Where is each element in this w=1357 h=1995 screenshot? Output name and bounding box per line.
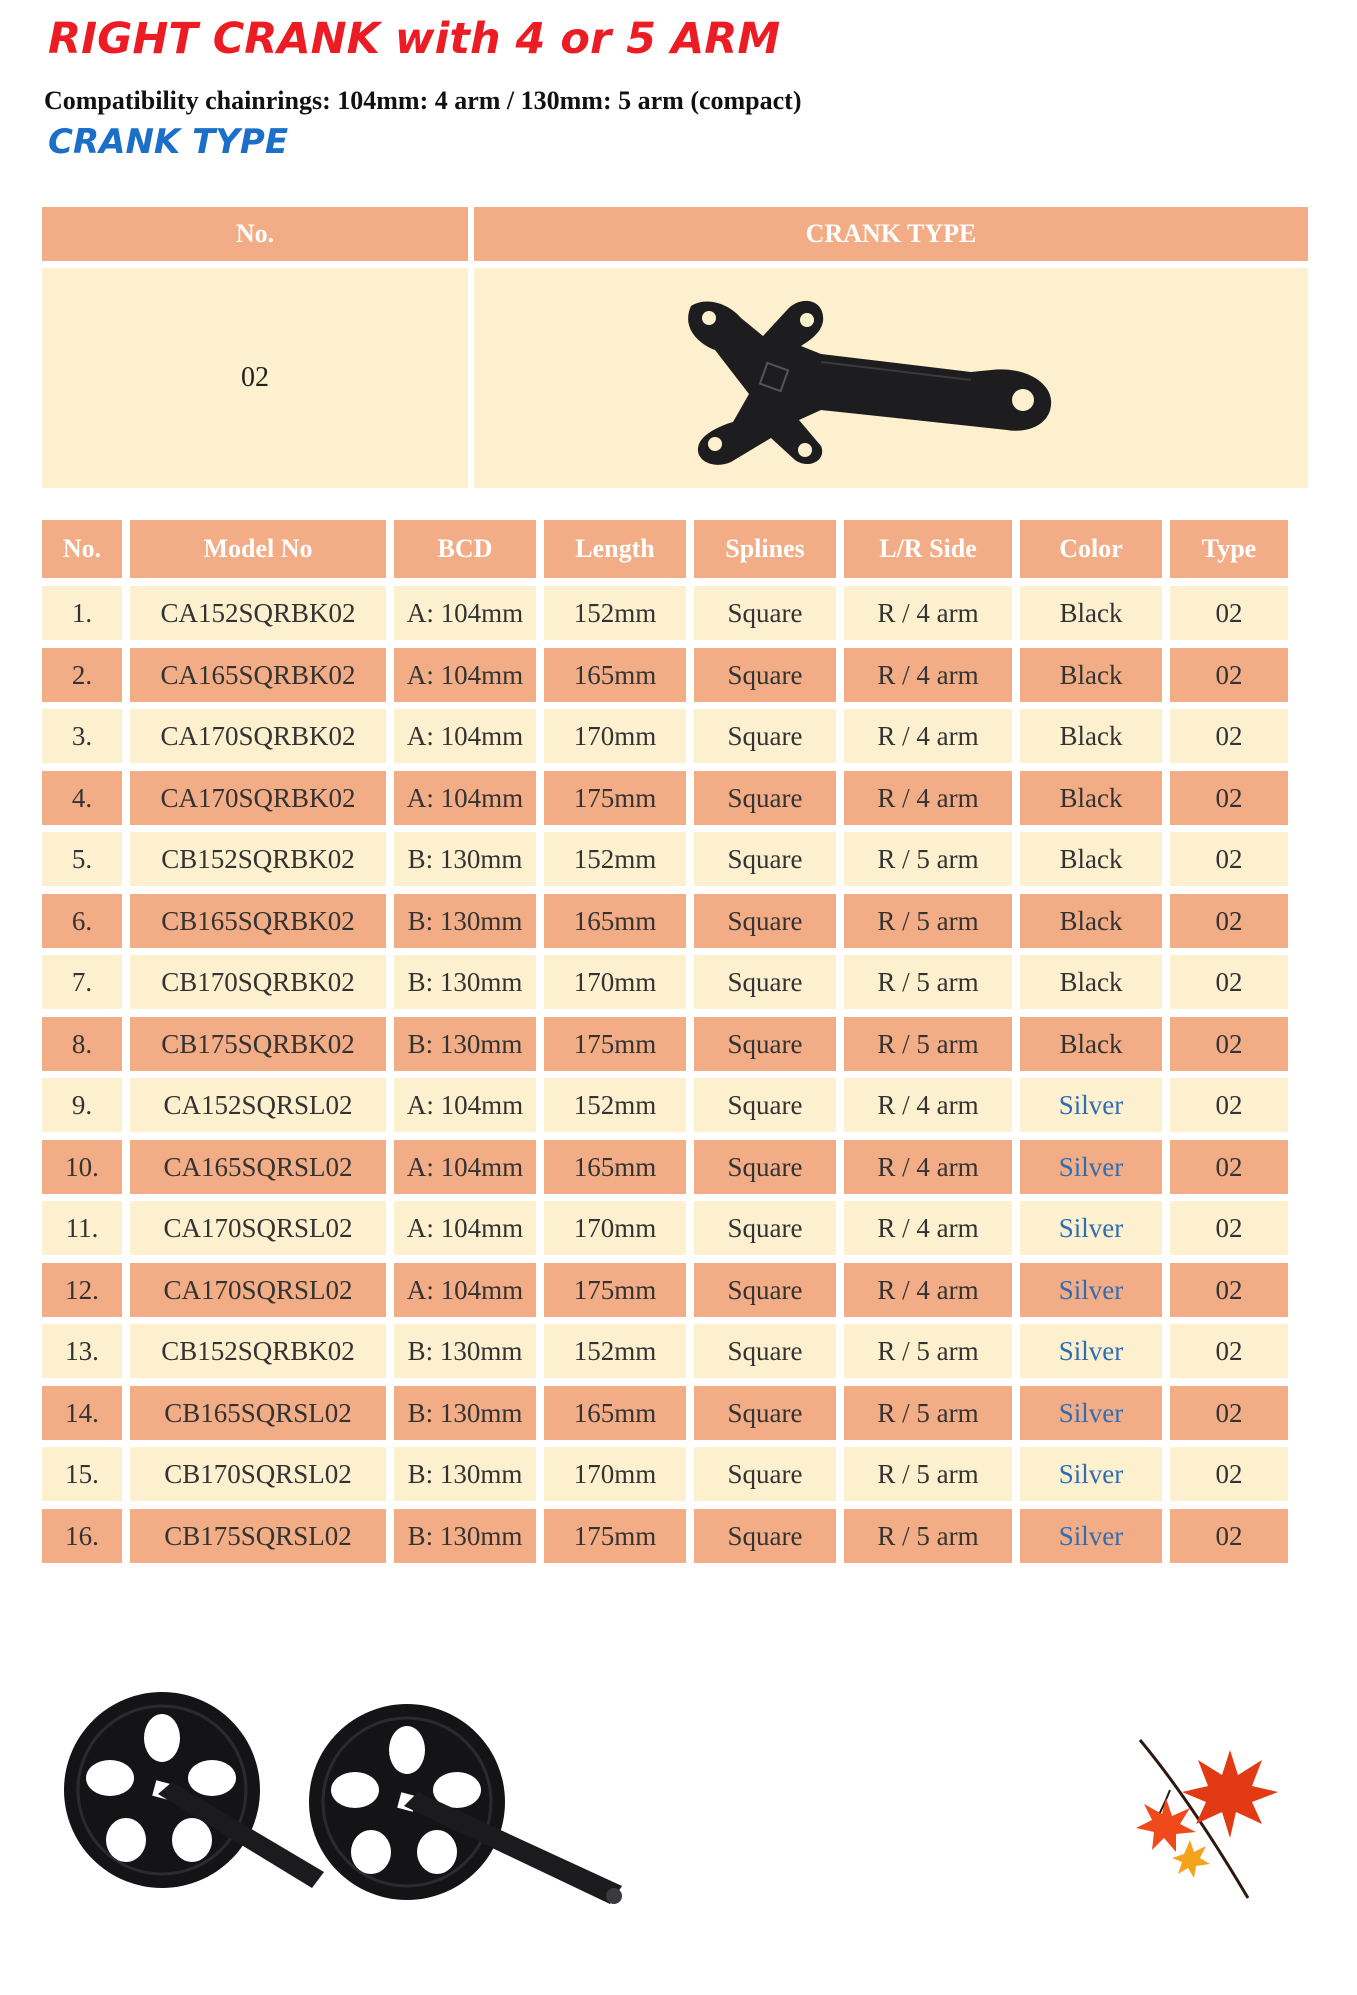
table-row xyxy=(42,1263,1302,1317)
header-lr-side: L/R Side xyxy=(844,520,1012,578)
cell-no: 16. xyxy=(42,1509,122,1563)
cell-model-no: CA170SQRSL02 xyxy=(130,1201,386,1255)
cell-bcd: A: 104mm xyxy=(394,648,536,702)
cell-type: 02 xyxy=(1170,1017,1288,1071)
cell-no: 13. xyxy=(42,1324,122,1378)
cell-type: 02 xyxy=(1170,709,1288,763)
cell-splines: Square xyxy=(694,832,836,886)
cell-lr-side: R / 5 arm xyxy=(844,1386,1012,1440)
spec-table-header-row xyxy=(42,520,1302,574)
cell-length: 175mm xyxy=(544,1509,686,1563)
cell-lr-side: R / 5 arm xyxy=(844,1017,1012,1071)
compatibility-subtitle: Compatibility chainrings: 104mm: 4 arm / 130mm: 5 arm (compact) xyxy=(44,86,802,115)
cell-length: 170mm xyxy=(544,955,686,1009)
cell-length: 170mm xyxy=(544,709,686,763)
cell-splines: Square xyxy=(694,648,836,702)
cell-length: 175mm xyxy=(544,771,686,825)
table-row xyxy=(42,1324,1302,1378)
type-table-header-no: No. xyxy=(42,207,468,261)
cell-no: 12. xyxy=(42,1263,122,1317)
cell-color: Black xyxy=(1020,832,1162,886)
cell-no: 7. xyxy=(42,955,122,1009)
cell-splines: Square xyxy=(694,1140,836,1194)
table-row xyxy=(42,1201,1302,1255)
cell-type: 02 xyxy=(1170,832,1288,886)
table-row xyxy=(42,1078,1302,1132)
cell-no: 5. xyxy=(42,832,122,886)
cell-length: 165mm xyxy=(544,894,686,948)
header-splines: Splines xyxy=(694,520,836,578)
cell-lr-side: R / 5 arm xyxy=(844,894,1012,948)
cell-lr-side: R / 4 arm xyxy=(844,1201,1012,1255)
cell-bcd: A: 104mm xyxy=(394,1263,536,1317)
cell-type: 02 xyxy=(1170,1263,1288,1317)
table-row xyxy=(42,1447,1302,1501)
table-row xyxy=(42,709,1302,763)
cell-no: 15. xyxy=(42,1447,122,1501)
cell-model-no: CA170SQRBK02 xyxy=(130,771,386,825)
cell-model-no: CB170SQRBK02 xyxy=(130,955,386,1009)
cell-no: 14. xyxy=(42,1386,122,1440)
cell-color: Silver xyxy=(1020,1078,1162,1132)
cell-no: 3. xyxy=(42,709,122,763)
cell-splines: Square xyxy=(694,1263,836,1317)
cell-model-no: CB170SQRSL02 xyxy=(130,1447,386,1501)
cell-bcd: B: 130mm xyxy=(394,1017,536,1071)
cell-type: 02 xyxy=(1170,1324,1288,1378)
cell-type: 02 xyxy=(1170,648,1288,702)
cell-length: 170mm xyxy=(544,1201,686,1255)
cell-color: Black xyxy=(1020,648,1162,702)
cell-color: Black xyxy=(1020,1017,1162,1071)
header-no: No. xyxy=(42,520,122,578)
cell-length: 165mm xyxy=(544,1140,686,1194)
cell-no: 11. xyxy=(42,1201,122,1255)
cell-model-no: CB165SQRSL02 xyxy=(130,1386,386,1440)
cell-color: Black xyxy=(1020,955,1162,1009)
header-type: Type xyxy=(1170,520,1288,578)
cell-model-no: CA170SQRBK02 xyxy=(130,709,386,763)
cell-bcd: A: 104mm xyxy=(394,1078,536,1132)
cell-no: 9. xyxy=(42,1078,122,1132)
table-row xyxy=(42,1017,1302,1071)
cell-color: Silver xyxy=(1020,1324,1162,1378)
cell-length: 152mm xyxy=(544,1324,686,1378)
cell-bcd: B: 130mm xyxy=(394,1324,536,1378)
cell-color: Silver xyxy=(1020,1201,1162,1255)
cell-type: 02 xyxy=(1170,955,1288,1009)
cell-length: 170mm xyxy=(544,1447,686,1501)
cell-type: 02 xyxy=(1170,771,1288,825)
header-model-no: Model No xyxy=(130,520,386,578)
cell-no: 10. xyxy=(42,1140,122,1194)
cell-lr-side: R / 4 arm xyxy=(844,648,1012,702)
table-row xyxy=(42,1509,1302,1563)
cell-color: Silver xyxy=(1020,1386,1162,1440)
cell-lr-side: R / 5 arm xyxy=(844,1447,1012,1501)
header-color: Color xyxy=(1020,520,1162,578)
cell-type: 02 xyxy=(1170,1447,1288,1501)
table-row xyxy=(42,586,1302,640)
maple-leaf-decoration xyxy=(1130,1720,1280,1905)
cell-splines: Square xyxy=(694,586,836,640)
cell-color: Black xyxy=(1020,771,1162,825)
header-length: Length xyxy=(544,520,686,578)
table-row xyxy=(42,955,1302,1009)
cell-length: 152mm xyxy=(544,586,686,640)
cell-lr-side: R / 5 arm xyxy=(844,1324,1012,1378)
page-title: RIGHT CRANK with 4 or 5 ARM xyxy=(48,14,781,64)
cell-bcd: A: 104mm xyxy=(394,586,536,640)
crankset-photo xyxy=(62,1690,632,1920)
cell-splines: Square xyxy=(694,894,836,948)
table-row xyxy=(42,832,1302,886)
cell-length: 175mm xyxy=(544,1017,686,1071)
cell-splines: Square xyxy=(694,1078,836,1132)
cell-length: 152mm xyxy=(544,1078,686,1132)
crank-arm-image xyxy=(671,288,1111,468)
cell-no: 1. xyxy=(42,586,122,640)
cell-model-no: CA165SQRBK02 xyxy=(130,648,386,702)
table-row xyxy=(42,648,1302,702)
type-table-image-cell xyxy=(474,268,1308,488)
cell-length: 175mm xyxy=(544,1263,686,1317)
cell-model-no: CB175SQRBK02 xyxy=(130,1017,386,1071)
cell-lr-side: R / 4 arm xyxy=(844,1140,1012,1194)
cell-type: 02 xyxy=(1170,1201,1288,1255)
cell-model-no: CB152SQRBK02 xyxy=(130,1324,386,1378)
cell-no: 6. xyxy=(42,894,122,948)
cell-bcd: A: 104mm xyxy=(394,1201,536,1255)
cell-color: Silver xyxy=(1020,1263,1162,1317)
cell-type: 02 xyxy=(1170,894,1288,948)
table-row xyxy=(42,771,1302,825)
cell-splines: Square xyxy=(694,955,836,1009)
cell-bcd: B: 130mm xyxy=(394,832,536,886)
cell-length: 165mm xyxy=(544,1386,686,1440)
cell-model-no: CB152SQRBK02 xyxy=(130,832,386,886)
cell-lr-side: R / 4 arm xyxy=(844,1078,1012,1132)
cell-bcd: B: 130mm xyxy=(394,1447,536,1501)
cell-model-no: CA170SQRSL02 xyxy=(130,1263,386,1317)
cell-bcd: B: 130mm xyxy=(394,1386,536,1440)
cell-model-no: CA165SQRSL02 xyxy=(130,1140,386,1194)
cell-bcd: B: 130mm xyxy=(394,1509,536,1563)
cell-color: Black xyxy=(1020,709,1162,763)
cell-color: Black xyxy=(1020,586,1162,640)
cell-model-no: CB175SQRSL02 xyxy=(130,1509,386,1563)
cell-splines: Square xyxy=(694,1324,836,1378)
cell-lr-side: R / 4 arm xyxy=(844,709,1012,763)
cell-color: Silver xyxy=(1020,1140,1162,1194)
cell-splines: Square xyxy=(694,771,836,825)
cell-splines: Square xyxy=(694,709,836,763)
cell-no: 4. xyxy=(42,771,122,825)
cell-splines: Square xyxy=(694,1509,836,1563)
cell-type: 02 xyxy=(1170,1509,1288,1563)
cell-bcd: B: 130mm xyxy=(394,955,536,1009)
cell-lr-side: R / 4 arm xyxy=(844,1263,1012,1317)
cell-lr-side: R / 5 arm xyxy=(844,832,1012,886)
cell-bcd: A: 104mm xyxy=(394,709,536,763)
cell-type: 02 xyxy=(1170,586,1288,640)
cell-splines: Square xyxy=(694,1447,836,1501)
cell-bcd: A: 104mm xyxy=(394,1140,536,1194)
cell-lr-side: R / 5 arm xyxy=(844,1509,1012,1563)
cell-model-no: CA152SQRSL02 xyxy=(130,1078,386,1132)
cell-no: 2. xyxy=(42,648,122,702)
table-row xyxy=(42,1140,1302,1194)
cell-length: 165mm xyxy=(544,648,686,702)
cell-type: 02 xyxy=(1170,1078,1288,1132)
cell-no: 8. xyxy=(42,1017,122,1071)
type-table-header-crank-type: CRANK TYPE xyxy=(474,207,1308,261)
cell-model-no: CA152SQRBK02 xyxy=(130,586,386,640)
cell-lr-side: R / 4 arm xyxy=(844,771,1012,825)
cell-length: 152mm xyxy=(544,832,686,886)
cell-color: Silver xyxy=(1020,1509,1162,1563)
cell-splines: Square xyxy=(694,1201,836,1255)
cell-bcd: B: 130mm xyxy=(394,894,536,948)
cell-model-no: CB165SQRBK02 xyxy=(130,894,386,948)
crank-type-heading: CRANK TYPE xyxy=(48,122,289,162)
header-bcd: BCD xyxy=(394,520,536,578)
cell-type: 02 xyxy=(1170,1386,1288,1440)
cell-splines: Square xyxy=(694,1017,836,1071)
cell-bcd: A: 104mm xyxy=(394,771,536,825)
table-row xyxy=(42,1386,1302,1440)
cell-splines: Square xyxy=(694,1386,836,1440)
cell-type: 02 xyxy=(1170,1140,1288,1194)
table-row xyxy=(42,894,1302,948)
cell-lr-side: R / 4 arm xyxy=(844,586,1012,640)
cell-color: Black xyxy=(1020,894,1162,948)
cell-lr-side: R / 5 arm xyxy=(844,955,1012,1009)
type-table-no-cell: 02 xyxy=(42,268,468,488)
cell-color: Silver xyxy=(1020,1447,1162,1501)
